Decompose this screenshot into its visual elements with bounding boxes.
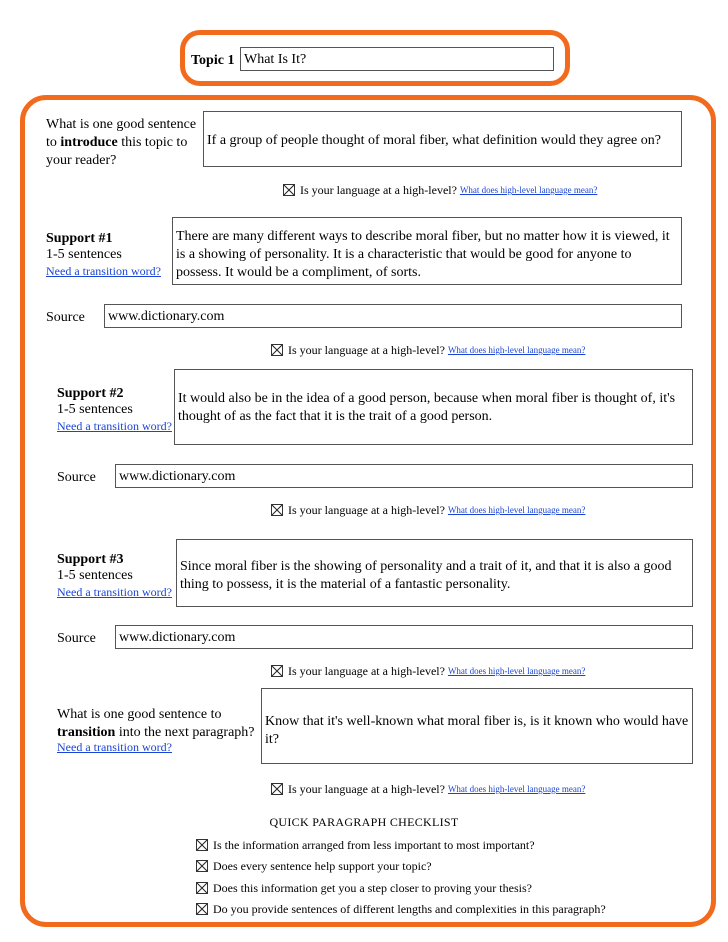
checkbox-checked-icon[interactable] [196,903,208,915]
transition-word-link[interactable]: Need a transition word? [57,740,172,754]
check-question: Is your language at a high-level? [288,782,445,796]
transition-language-check [271,782,585,796]
checklist-item-text: Does every sentence help support your topic? [213,859,432,873]
checklist-item-text: Is the information arranged from less important to most important? [213,838,535,852]
checklist-title: QUICK PARAGRAPH CHECKLIST [269,815,459,829]
transition-prompt: What is one good sentence to transition into the next paragraph? [57,707,255,740]
support-2-source-label: Source [57,470,96,485]
checkbox-checked-icon[interactable] [283,184,295,196]
support-3-transition-link[interactable]: Need a transition word? [57,585,172,599]
checklist-item [196,838,535,852]
support-3-subtitle: 1-5 sentences [57,568,133,583]
high-level-language-link[interactable]: What does high-level language mean? [459,185,598,195]
support-2-subtitle: 1-5 sentences [57,402,133,417]
support-2-transition-link[interactable]: Need a transition word? [57,419,172,433]
high-level-language-link[interactable]: What does high-level language mean? [447,784,586,794]
support-1-input[interactable]: There are many different ways to describe moral fiber, but no matter how it is viewed, it is a showing of personality. It is a characteristic that would be good for anyone to possess. It would be a compliment, of sorts. [172,217,682,285]
checklist-item [196,902,606,916]
check-question: Is your language at a high-level? [288,664,445,678]
checkbox-checked-icon[interactable] [271,665,283,677]
checklist-item [196,859,432,873]
support-1-transition-link[interactable]: Need a transition word? [46,264,161,278]
support-2-source-input[interactable]: www.dictionary.com [115,464,693,488]
checkbox-checked-icon[interactable] [196,839,208,851]
checkbox-checked-icon[interactable] [271,783,283,795]
support-1-source-label: Source [46,310,85,325]
check-question: Is your language at a high-level? [288,503,445,517]
support-1-subtitle: 1-5 sentences [46,247,122,262]
support-1-language-check [271,343,585,357]
checklist-item-text: Do you provide sentences of different lengths and complexities in this paragraph? [213,902,606,916]
support-3-source-label: Source [57,631,96,646]
checkbox-checked-icon[interactable] [271,344,283,356]
high-level-language-link[interactable]: What does high-level language mean? [447,666,586,676]
checkbox-checked-icon[interactable] [271,504,283,516]
intro-language-check [283,183,597,197]
check-question: Is your language at a high-level? [300,183,457,197]
high-level-language-link[interactable]: What does high-level language mean? [447,505,586,515]
transition-sentence-input[interactable]: Know that it's well-known what moral fiber is, is it known who would have it? [261,688,693,764]
support-3-input[interactable]: Since moral fiber is the showing of personality and a trait of it, and that it is also a good thing to possess, it is the material of a fantastic personality. [176,539,693,607]
support-3-source-input[interactable]: www.dictionary.com [115,625,693,649]
checkbox-checked-icon[interactable] [196,882,208,894]
support-1-label: Support #1 [46,231,113,246]
support-3-language-check [271,664,585,678]
checkbox-checked-icon[interactable] [196,860,208,872]
support-3-label: Support #3 [57,552,124,567]
support-2-label: Support #2 [57,386,124,401]
support-1-source-input[interactable]: www.dictionary.com [104,304,682,328]
topic-label: Topic 1 [191,53,235,68]
intro-sentence-input[interactable]: If a group of people thought of moral fiber, what definition would they agree on? [203,111,682,167]
check-question: Is your language at a high-level? [288,343,445,357]
topic-input[interactable]: What Is It? [240,47,554,71]
intro-prompt: What is one good sentence to introduce this topic to your reader? [46,117,197,168]
checklist-item-text: Does this information get you a step closer to proving your thesis? [213,881,532,895]
checklist-item [196,881,532,895]
support-2-input[interactable]: It would also be in the idea of a good person, because when moral fiber is thought of, it's thought of as the fact that it is the trait of a good person. [174,369,693,445]
high-level-language-link[interactable]: What does high-level language mean? [447,345,586,355]
support-2-language-check [271,503,585,517]
